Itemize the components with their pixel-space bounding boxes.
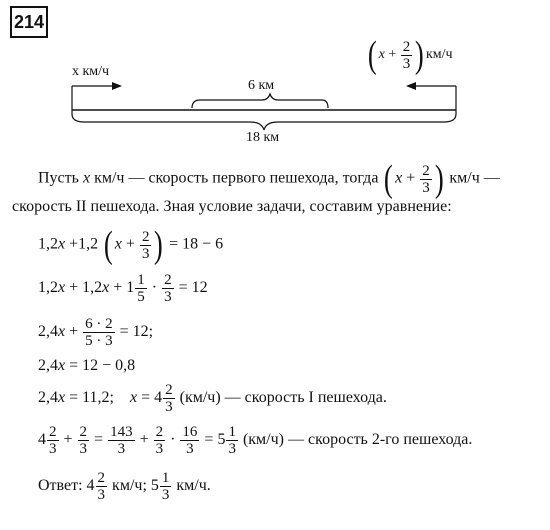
equation-1: 1,2x +1,2 ( x + $\frac{2}{3}$ ) = 18 − 6 bbox=[38, 224, 224, 266]
total-distance-label: 18 км bbox=[246, 130, 280, 145]
equation-4: 2,4x = 12 − 0,8 bbox=[38, 357, 136, 374]
gap-distance-label: 6 км bbox=[248, 78, 275, 93]
right-speed-label: ( x + $\frac{2}{3}$ ) км/ч bbox=[367, 34, 453, 76]
answer-line: Ответ: 4 $\frac{2}{3}$ км/ч; 5 $\frac{1}{3}$ км/ч. bbox=[38, 470, 211, 503]
problem-number: 214 bbox=[10, 6, 48, 38]
equation-3: 2,4x + $\frac{6 \cdot 2}{5 \cdot 3}$ = 12; bbox=[38, 316, 154, 349]
equation-2: 1,2x + 1,2x + 1 $\frac{1}{5}$ · $\frac{2}{3}$ = 12 bbox=[38, 272, 208, 305]
gap-brace bbox=[192, 94, 328, 108]
right-arrowhead bbox=[406, 82, 416, 90]
left-speed-label: x км/ч bbox=[72, 64, 110, 79]
equation-5: 2,4x = 11,2; x = 4 $\frac{2}{3}$ (км/ч) — скорость I пешехода. bbox=[38, 382, 387, 415]
left-arrowhead bbox=[112, 82, 122, 90]
text-line-1: Пусть x км/ч — скорость первого пешехода, тогда ( x + $\frac{2}{3}$ ) км/ч — bbox=[38, 158, 500, 200]
text-line-2: скорость II пешехода. Зная условие задачи, составим уравнение: bbox=[12, 198, 452, 215]
equation-6: 4 $\frac{2}{3}$ + $\frac{2}{3}$ = $\frac{143}{3}$ + $\frac{2}{3}$ · $\frac{16}{3}$ = 5 $\frac{1}{3}$ (км/ч) — скорость 2-го пешехода. bbox=[38, 424, 473, 457]
